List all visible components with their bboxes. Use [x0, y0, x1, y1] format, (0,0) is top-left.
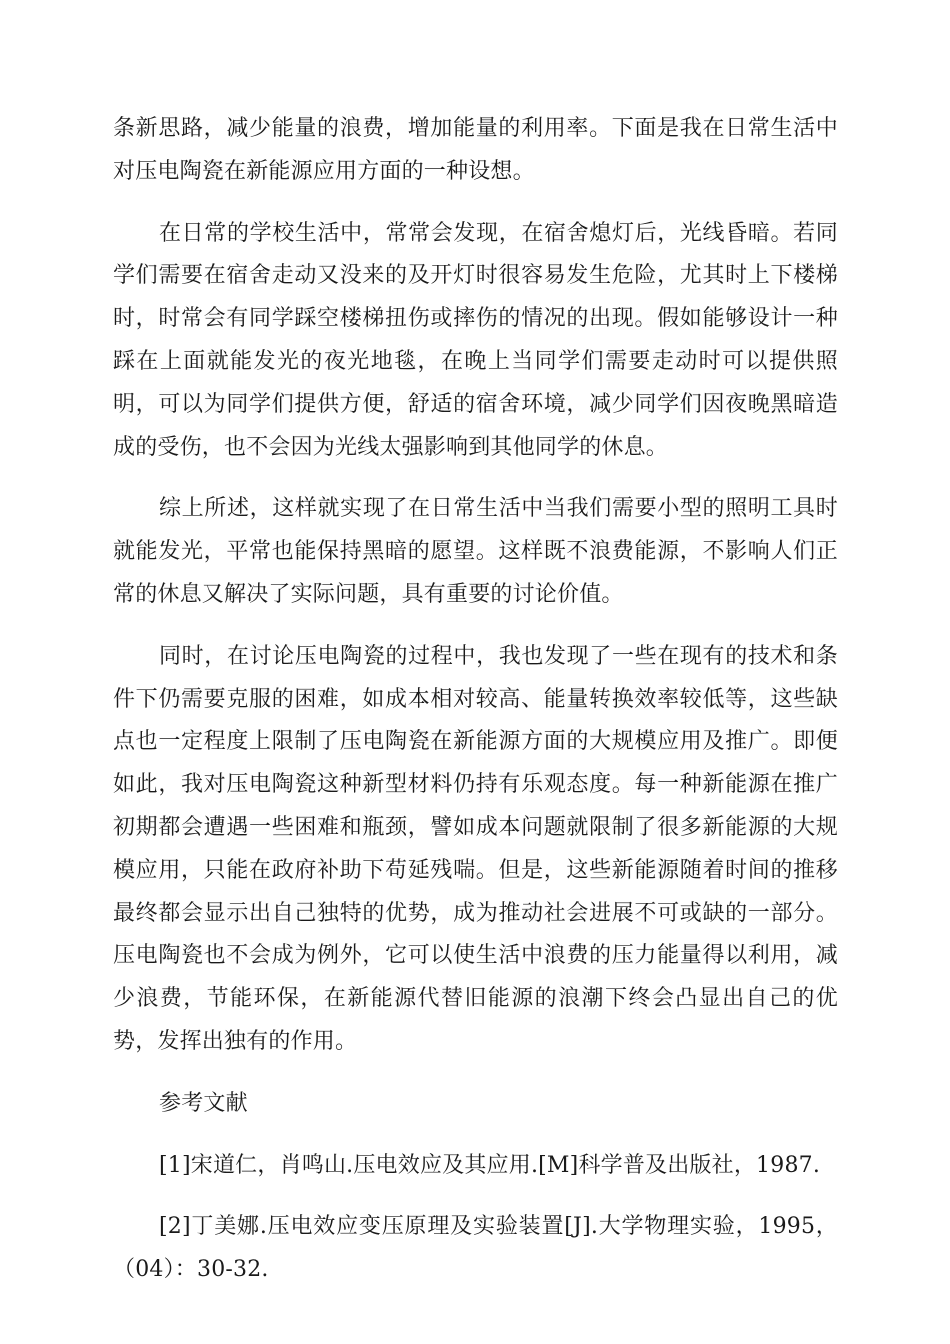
body-paragraph-2: 在日常的学校生活中，常常会发现，在宿舍熄灯后，光线昏暗。若同学们需要在宿舍走动又没来的及开灯时很容易发生危险，尤其时上下楼梯时，时常会有同学踩空楼梯扭伤或摔伤的情况的出现。假如能够设计一种踩在上面就能发光的夜光地毯，在晚上当同学们需要走动时可以提供照明，可以为同学们提供方便，舒适的宿舍环境，减少同学们因夜晚黑暗造成的受伤，也不会因为光线太强影响到其他同学的休息。: [113, 220, 838, 460]
references-heading: 参考文献: [159, 1090, 248, 1116]
body-paragraph-4: 同时，在讨论压电陶瓷的过程中，我也发现了一些在现有的技术和条件下仍需要克服的困难，如成本相对较高、能量转换效率较低等，这些缺点也一定程度上限制了压电陶瓷在新能源方面的大规模应用及推广。即便如此，我对压电陶瓷这种新型材料仍持有乐观态度。每一种新能源在推广初期都会遭遇一些困难和瓶颈，譬如成本问题就限制了很多新能源的大规模应用，只能在政府补助下苟延残喘。但是，这些新能源随着时间的推移最终都会显示出自己独特的优势，成为推动社会进展不可或缺的一部分。压电陶瓷也不会成为例外，它可以使生活中浪费的压力能量得以利用，减少浪费，节能环保，在新能源代替旧能源的浪潮下终会凸显出自己的优势，发挥出独有的作用。: [113, 643, 838, 1054]
reference-item-1: [1]宋道仁，肖鸣山.压电效应及其应用.[M]科学普及出版社，1987.: [159, 1152, 821, 1178]
body-paragraph-3: 综上所述，这样就实现了在日常生活中当我们需要小型的照明工具时就能发光，平常也能保持黑暗的愿望。这样既不浪费能源，不影响人们正常的休息又解决了实际问题，具有重要的讨论价值。: [113, 496, 838, 607]
reference-item-2: [2]丁美娜.压电效应变压原理及实验装置[J].大学物理实验，1995，（04）：30-32.: [113, 1214, 838, 1283]
document-page: [113, 108, 838, 1311]
body-paragraph-1: 条新思路，减少能量的浪费，增加能量的利用率。下面是我在日常生活中对压电陶瓷在新能源应用方面的一种设想。: [113, 116, 838, 184]
